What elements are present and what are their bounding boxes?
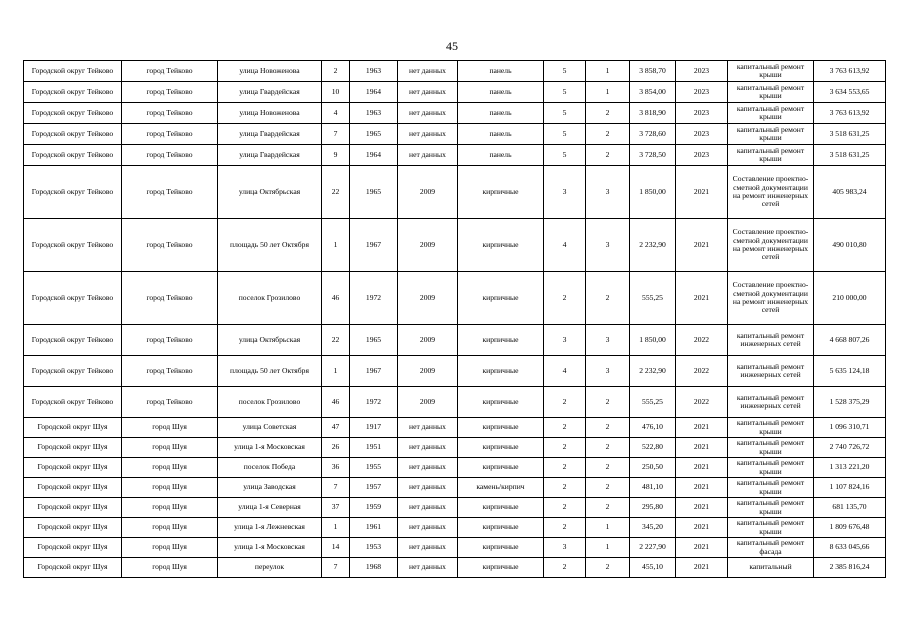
table-row: [24, 498, 886, 518]
floors-cell: 2: [544, 458, 586, 478]
cost-cell: 3 518 631,25: [814, 145, 886, 166]
settlement-cell: город Шуя: [122, 458, 218, 478]
build-year-cell: 1968: [350, 558, 398, 578]
house-number-cell: 7: [322, 558, 350, 578]
floors-cell: 2: [544, 418, 586, 438]
last-repair-year-cell: нет данных: [398, 145, 458, 166]
area-cell: 3 858,70: [630, 61, 676, 82]
municipality-cell: Городской округ Шуя: [24, 538, 122, 558]
build-year-cell: 1963: [350, 103, 398, 124]
cost-cell: 2 385 816,24: [814, 558, 886, 578]
plan-year-cell: 2022: [676, 356, 728, 387]
plan-year-cell: 2021: [676, 538, 728, 558]
entrances-cell: 3: [586, 356, 630, 387]
area-cell: 295,80: [630, 498, 676, 518]
entrances-cell: 3: [586, 219, 630, 272]
cost-cell: 405 983,24: [814, 166, 886, 219]
table-row: [24, 145, 886, 166]
municipality-cell: Городской округ Шуя: [24, 518, 122, 538]
wall-material-cell: панель: [458, 103, 544, 124]
floors-cell: 3: [544, 166, 586, 219]
last-repair-year-cell: нет данных: [398, 418, 458, 438]
plan-year-cell: 2023: [676, 145, 728, 166]
table-row: [24, 219, 886, 272]
municipality-cell: Городской округ Шуя: [24, 458, 122, 478]
entrances-cell: 1: [586, 61, 630, 82]
last-repair-year-cell: нет данных: [398, 558, 458, 578]
area-cell: 3 728,50: [630, 145, 676, 166]
table-row: [24, 438, 886, 458]
house-number-cell: 1: [322, 518, 350, 538]
area-cell: 3 818,90: [630, 103, 676, 124]
work-type-cell: капитальный ремонт крыши: [728, 438, 814, 458]
wall-material-cell: кирпичные: [458, 166, 544, 219]
work-type-cell: Составление проектно-сметной документации на ремонт инженерных сетей: [728, 272, 814, 325]
cost-cell: 8 633 045,66: [814, 538, 886, 558]
build-year-cell: 1964: [350, 145, 398, 166]
house-number-cell: 10: [322, 82, 350, 103]
area-cell: 476,10: [630, 418, 676, 438]
entrances-cell: 2: [586, 145, 630, 166]
floors-cell: 4: [544, 219, 586, 272]
entrances-cell: 2: [586, 103, 630, 124]
municipality-cell: Городской округ Тейково: [24, 387, 122, 418]
last-repair-year-cell: 2009: [398, 356, 458, 387]
house-number-cell: 22: [322, 325, 350, 356]
floors-cell: 3: [544, 325, 586, 356]
cost-cell: 1 528 375,29: [814, 387, 886, 418]
entrances-cell: 2: [586, 418, 630, 438]
floors-cell: 5: [544, 103, 586, 124]
house-number-cell: 7: [322, 124, 350, 145]
wall-material-cell: кирпичные: [458, 458, 544, 478]
municipality-cell: Городской округ Тейково: [24, 82, 122, 103]
entrances-cell: 1: [586, 538, 630, 558]
wall-material-cell: кирпичные: [458, 387, 544, 418]
table-row: [24, 103, 886, 124]
entrances-cell: 1: [586, 82, 630, 103]
last-repair-year-cell: нет данных: [398, 458, 458, 478]
plan-year-cell: 2021: [676, 219, 728, 272]
last-repair-year-cell: нет данных: [398, 103, 458, 124]
build-year-cell: 1964: [350, 82, 398, 103]
street-cell: улица 1-я Московская: [218, 438, 322, 458]
area-cell: 1 850,00: [630, 325, 676, 356]
area-cell: 3 854,00: [630, 82, 676, 103]
municipality-cell: Городской округ Шуя: [24, 478, 122, 498]
work-type-cell: капитальный ремонт крыши: [728, 518, 814, 538]
build-year-cell: 1965: [350, 166, 398, 219]
area-cell: 2 232,90: [630, 356, 676, 387]
plan-year-cell: 2022: [676, 325, 728, 356]
street-cell: улица Гвардейская: [218, 82, 322, 103]
floors-cell: 5: [544, 145, 586, 166]
work-type-cell: капитальный ремонт крыши: [728, 61, 814, 82]
build-year-cell: 1955: [350, 458, 398, 478]
street-cell: улица Октябрьская: [218, 166, 322, 219]
build-year-cell: 1959: [350, 498, 398, 518]
street-cell: улица Новоженова: [218, 61, 322, 82]
last-repair-year-cell: нет данных: [398, 538, 458, 558]
table-row: [24, 478, 886, 498]
cost-cell: 1 107 824,16: [814, 478, 886, 498]
floors-cell: 5: [544, 124, 586, 145]
entrances-cell: 2: [586, 458, 630, 478]
build-year-cell: 1967: [350, 219, 398, 272]
cost-cell: 490 010,80: [814, 219, 886, 272]
wall-material-cell: кирпичные: [458, 272, 544, 325]
settlement-cell: город Шуя: [122, 518, 218, 538]
table-row: [24, 61, 886, 82]
settlement-cell: город Шуя: [122, 418, 218, 438]
area-cell: 250,50: [630, 458, 676, 478]
floors-cell: 5: [544, 61, 586, 82]
area-cell: 522,80: [630, 438, 676, 458]
wall-material-cell: кирпичные: [458, 356, 544, 387]
settlement-cell: город Шуя: [122, 498, 218, 518]
municipality-cell: Городской округ Тейково: [24, 272, 122, 325]
house-number-cell: 1: [322, 219, 350, 272]
area-cell: 455,10: [630, 558, 676, 578]
area-cell: 345,20: [630, 518, 676, 538]
floors-cell: 2: [544, 272, 586, 325]
house-number-cell: 7: [322, 478, 350, 498]
municipality-cell: Городской округ Шуя: [24, 438, 122, 458]
house-number-cell: 37: [322, 498, 350, 518]
area-cell: 555,25: [630, 387, 676, 418]
last-repair-year-cell: 2009: [398, 387, 458, 418]
settlement-cell: город Тейково: [122, 166, 218, 219]
table-row: [24, 558, 886, 578]
area-cell: 2 227,90: [630, 538, 676, 558]
work-type-cell: капитальный ремонт инженерных сетей: [728, 387, 814, 418]
entrances-cell: 2: [586, 272, 630, 325]
settlement-cell: город Тейково: [122, 272, 218, 325]
settlement-cell: город Тейково: [122, 356, 218, 387]
entrances-cell: 3: [586, 166, 630, 219]
last-repair-year-cell: 2009: [398, 325, 458, 356]
last-repair-year-cell: нет данных: [398, 124, 458, 145]
cost-cell: 1 313 221,20: [814, 458, 886, 478]
area-cell: 2 232,90: [630, 219, 676, 272]
settlement-cell: город Тейково: [122, 387, 218, 418]
street-cell: переулок: [218, 558, 322, 578]
wall-material-cell: панель: [458, 82, 544, 103]
house-number-cell: 36: [322, 458, 350, 478]
work-type-cell: капитальный ремонт инженерных сетей: [728, 325, 814, 356]
settlement-cell: город Шуя: [122, 558, 218, 578]
street-cell: улица Гвардейская: [218, 145, 322, 166]
build-year-cell: 1961: [350, 518, 398, 538]
settlement-cell: город Шуя: [122, 438, 218, 458]
settlement-cell: город Шуя: [122, 538, 218, 558]
floors-cell: 2: [544, 478, 586, 498]
work-type-cell: капитальный: [728, 558, 814, 578]
table-row: [24, 418, 886, 438]
wall-material-cell: кирпичные: [458, 498, 544, 518]
cost-cell: 4 668 807,26: [814, 325, 886, 356]
work-type-cell: капитальный ремонт крыши: [728, 498, 814, 518]
cost-cell: 1 809 676,48: [814, 518, 886, 538]
entrances-cell: 2: [586, 558, 630, 578]
build-year-cell: 1957: [350, 478, 398, 498]
plan-year-cell: 2021: [676, 558, 728, 578]
street-cell: улица 1-я Лежневская: [218, 518, 322, 538]
cost-cell: 3 763 613,92: [814, 61, 886, 82]
wall-material-cell: кирпичные: [458, 438, 544, 458]
municipality-cell: Городской округ Шуя: [24, 558, 122, 578]
house-number-cell: 2: [322, 61, 350, 82]
wall-material-cell: кирпичные: [458, 219, 544, 272]
cost-cell: 5 635 124,18: [814, 356, 886, 387]
build-year-cell: 1963: [350, 61, 398, 82]
plan-year-cell: 2021: [676, 518, 728, 538]
floors-cell: 5: [544, 82, 586, 103]
floors-cell: 4: [544, 356, 586, 387]
house-number-cell: 47: [322, 418, 350, 438]
plan-year-cell: 2023: [676, 82, 728, 103]
wall-material-cell: панель: [458, 145, 544, 166]
wall-material-cell: кирпичные: [458, 325, 544, 356]
wall-material-cell: кирпичные: [458, 518, 544, 538]
cost-cell: 2 740 726,72: [814, 438, 886, 458]
municipality-cell: Городской округ Тейково: [24, 166, 122, 219]
entrances-cell: 2: [586, 438, 630, 458]
street-cell: улица 1-я Московская: [218, 538, 322, 558]
plan-year-cell: 2023: [676, 124, 728, 145]
street-cell: площадь 50 лет Октября: [218, 356, 322, 387]
work-type-cell: Составление проектно-сметной документации на ремонт инженерных сетей: [728, 219, 814, 272]
entrances-cell: 2: [586, 498, 630, 518]
table-row: [24, 518, 886, 538]
wall-material-cell: кирпичные: [458, 418, 544, 438]
wall-material-cell: кирпичные: [458, 538, 544, 558]
build-year-cell: 1917: [350, 418, 398, 438]
house-number-cell: 26: [322, 438, 350, 458]
entrances-cell: 2: [586, 478, 630, 498]
municipality-cell: Городской округ Тейково: [24, 356, 122, 387]
street-cell: площадь 50 лет Октября: [218, 219, 322, 272]
entrances-cell: 2: [586, 387, 630, 418]
build-year-cell: 1972: [350, 272, 398, 325]
table-row: [24, 325, 886, 356]
cost-cell: 3 634 553,65: [814, 82, 886, 103]
plan-year-cell: 2022: [676, 387, 728, 418]
area-cell: 481,10: [630, 478, 676, 498]
wall-material-cell: камень/кирпич: [458, 478, 544, 498]
work-type-cell: капитальный ремонт крыши: [728, 478, 814, 498]
page-number: 45: [446, 39, 458, 53]
cost-cell: 210 000,00: [814, 272, 886, 325]
work-type-cell: капитальный ремонт крыши: [728, 82, 814, 103]
entrances-cell: 1: [586, 518, 630, 538]
last-repair-year-cell: нет данных: [398, 61, 458, 82]
work-type-cell: капитальный ремонт крыши: [728, 103, 814, 124]
table-row: [24, 272, 886, 325]
housing-repair-table: [23, 60, 886, 578]
last-repair-year-cell: 2009: [398, 166, 458, 219]
municipality-cell: Городской округ Шуя: [24, 498, 122, 518]
house-number-cell: 14: [322, 538, 350, 558]
plan-year-cell: 2021: [676, 438, 728, 458]
last-repair-year-cell: 2009: [398, 219, 458, 272]
wall-material-cell: панель: [458, 124, 544, 145]
plan-year-cell: 2021: [676, 478, 728, 498]
last-repair-year-cell: нет данных: [398, 438, 458, 458]
plan-year-cell: 2021: [676, 498, 728, 518]
cost-cell: 3 518 631,25: [814, 124, 886, 145]
last-repair-year-cell: нет данных: [398, 518, 458, 538]
last-repair-year-cell: нет данных: [398, 82, 458, 103]
street-cell: улица 1-я Северная: [218, 498, 322, 518]
cost-cell: 3 763 613,92: [814, 103, 886, 124]
house-number-cell: 1: [322, 356, 350, 387]
build-year-cell: 1967: [350, 356, 398, 387]
settlement-cell: город Тейково: [122, 124, 218, 145]
table-row: [24, 387, 886, 418]
work-type-cell: капитальный ремонт инженерных сетей: [728, 356, 814, 387]
last-repair-year-cell: нет данных: [398, 478, 458, 498]
street-cell: улица Советская: [218, 418, 322, 438]
area-cell: 555,25: [630, 272, 676, 325]
area-cell: 3 728,60: [630, 124, 676, 145]
wall-material-cell: панель: [458, 61, 544, 82]
plan-year-cell: 2021: [676, 272, 728, 325]
street-cell: улица Заводская: [218, 478, 322, 498]
table-row: [24, 124, 886, 145]
entrances-cell: 3: [586, 325, 630, 356]
street-cell: улица Гвардейская: [218, 124, 322, 145]
house-number-cell: 4: [322, 103, 350, 124]
plan-year-cell: 2021: [676, 458, 728, 478]
work-type-cell: Составление проектно-сметной документации на ремонт инженерных сетей: [728, 166, 814, 219]
build-year-cell: 1965: [350, 124, 398, 145]
settlement-cell: город Тейково: [122, 145, 218, 166]
build-year-cell: 1965: [350, 325, 398, 356]
municipality-cell: Городской округ Тейково: [24, 325, 122, 356]
settlement-cell: город Тейково: [122, 82, 218, 103]
floors-cell: 3: [544, 538, 586, 558]
settlement-cell: город Шуя: [122, 478, 218, 498]
municipality-cell: Городской округ Тейково: [24, 219, 122, 272]
last-repair-year-cell: 2009: [398, 272, 458, 325]
floors-cell: 2: [544, 498, 586, 518]
house-number-cell: 46: [322, 387, 350, 418]
work-type-cell: капитальный ремонт крыши: [728, 124, 814, 145]
work-type-cell: капитальный ремонт крыши: [728, 418, 814, 438]
cost-cell: 1 096 310,71: [814, 418, 886, 438]
floors-cell: 2: [544, 438, 586, 458]
street-cell: поселок Грозилово: [218, 272, 322, 325]
entrances-cell: 2: [586, 124, 630, 145]
build-year-cell: 1951: [350, 438, 398, 458]
street-cell: улица Октябрьская: [218, 325, 322, 356]
table-row: [24, 166, 886, 219]
last-repair-year-cell: нет данных: [398, 498, 458, 518]
municipality-cell: Городской округ Тейково: [24, 103, 122, 124]
settlement-cell: город Тейково: [122, 219, 218, 272]
street-cell: улица Новоженова: [218, 103, 322, 124]
municipality-cell: Городской округ Тейково: [24, 124, 122, 145]
table-row: [24, 356, 886, 387]
street-cell: поселок Победа: [218, 458, 322, 478]
settlement-cell: город Тейково: [122, 103, 218, 124]
street-cell: поселок Грозилово: [218, 387, 322, 418]
work-type-cell: капитальный ремонт крыши: [728, 145, 814, 166]
plan-year-cell: 2023: [676, 61, 728, 82]
plan-year-cell: 2021: [676, 418, 728, 438]
table-row: [24, 538, 886, 558]
municipality-cell: Городской округ Тейково: [24, 145, 122, 166]
work-type-cell: капитальный ремонт фасада: [728, 538, 814, 558]
settlement-cell: город Тейково: [122, 325, 218, 356]
floors-cell: 2: [544, 387, 586, 418]
floors-cell: 2: [544, 518, 586, 538]
work-type-cell: капитальный ремонт крыши: [728, 458, 814, 478]
plan-year-cell: 2023: [676, 103, 728, 124]
house-number-cell: 9: [322, 145, 350, 166]
build-year-cell: 1972: [350, 387, 398, 418]
build-year-cell: 1953: [350, 538, 398, 558]
municipality-cell: Городской округ Шуя: [24, 418, 122, 438]
house-number-cell: 22: [322, 166, 350, 219]
cost-cell: 681 135,70: [814, 498, 886, 518]
plan-year-cell: 2021: [676, 166, 728, 219]
wall-material-cell: кирпичные: [458, 558, 544, 578]
table-row: [24, 458, 886, 478]
settlement-cell: город Тейково: [122, 61, 218, 82]
floors-cell: 2: [544, 558, 586, 578]
municipality-cell: Городской округ Тейково: [24, 61, 122, 82]
house-number-cell: 46: [322, 272, 350, 325]
area-cell: 1 850,00: [630, 166, 676, 219]
table-row: [24, 82, 886, 103]
